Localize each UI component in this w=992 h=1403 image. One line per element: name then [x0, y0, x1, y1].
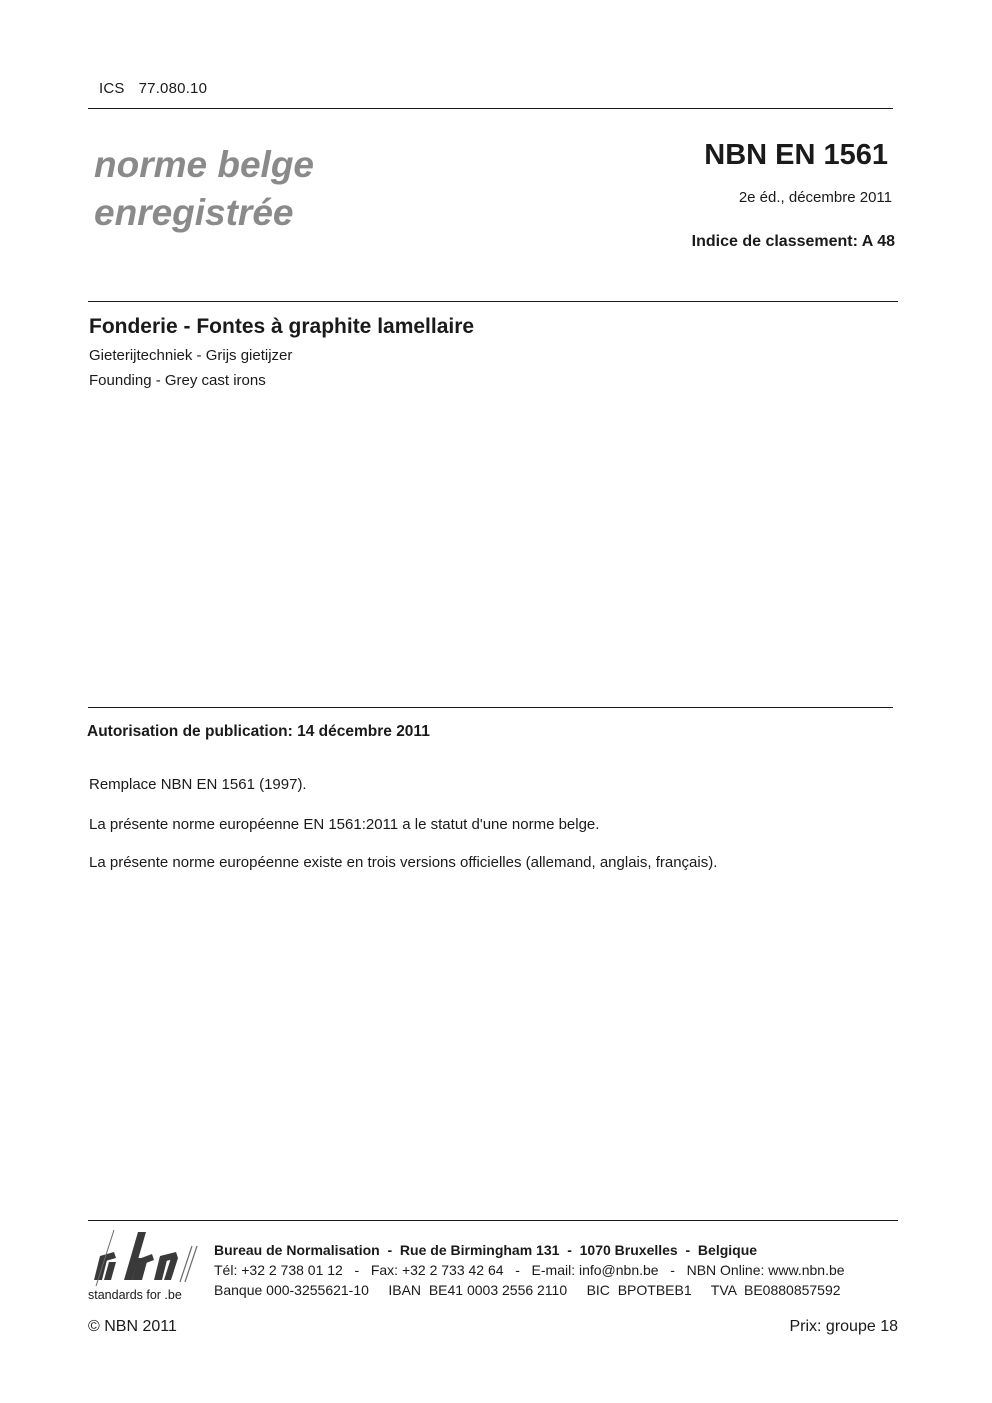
- classification-index: Indice de classement: A 48: [691, 233, 895, 250]
- top-divider: [88, 108, 893, 109]
- body-divider: [88, 707, 893, 708]
- nbn-logo: [88, 1228, 203, 1308]
- ics-classification: [99, 80, 207, 97]
- publication-authorisation: Autorisation de publication: 14 décembre 2011: [87, 723, 430, 740]
- brand-line-2: enregistrée: [94, 192, 294, 233]
- ics-label: ICS: [99, 80, 125, 97]
- registered-standard-label: [94, 141, 314, 237]
- footer-divider: [88, 1220, 898, 1221]
- title-dutch: Gieterijtechniek - Grijs gietijzer: [89, 347, 293, 364]
- ics-code: 77.080.10: [138, 80, 208, 97]
- nbn-logo-mark: [88, 1228, 203, 1288]
- price-group: Prix: groupe 18: [789, 1318, 898, 1335]
- paragraph-versions: La présente norme européenne existe en trois versions officielles (allemand, anglais, français).: [89, 854, 718, 871]
- logo-tagline: standards for .be: [88, 1288, 182, 1302]
- edition-date: 2e éd., décembre 2011: [738, 189, 892, 206]
- publisher-contact: Tél: +32 2 738 01 12 - Fax: +32 2 733 42 64 - E-mail: info@nbn.be - NBN Online: www.nbn.be: [214, 1262, 845, 1278]
- document-number: NBN EN 1561: [704, 139, 888, 171]
- title-english: Founding - Grey cast irons: [89, 372, 266, 389]
- brand-line-1: norme belge: [94, 144, 314, 185]
- publisher-bank: Banque 000-3255621-10 IBAN BE41 0003 2556 2110 BIC BPOTBEB1 TVA BE0880857592: [214, 1282, 841, 1298]
- publisher-address: Bureau de Normalisation - Rue de Birmingham 131 - 1070 Bruxelles - Belgique: [214, 1242, 758, 1258]
- publisher-details: [214, 1240, 845, 1300]
- copyright: © NBN 2011: [88, 1318, 177, 1335]
- title-divider: [88, 301, 898, 302]
- paragraph-replaces: Remplace NBN EN 1561 (1997).: [89, 776, 307, 793]
- title-french: Fonderie - Fontes à graphite lamellaire: [89, 315, 475, 338]
- paragraph-status: La présente norme européenne EN 1561:2011 a le statut d'une norme belge.: [89, 816, 600, 833]
